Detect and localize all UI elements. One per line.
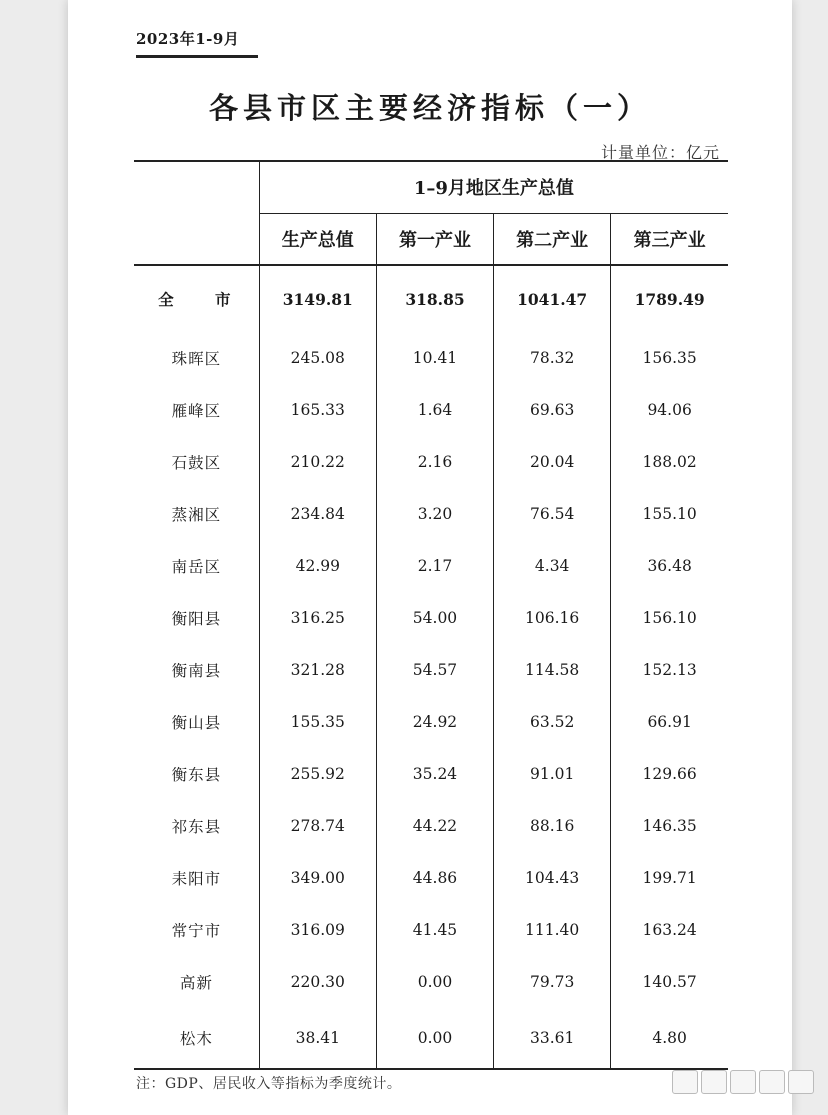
cell-primary: 24.92 <box>376 696 493 748</box>
document-page <box>68 0 792 1115</box>
cell-gdp: 234.84 <box>259 488 376 540</box>
cell-tertiary: 129.66 <box>611 748 728 800</box>
cell-primary: 2.16 <box>376 436 493 488</box>
cell-secondary: 111.40 <box>494 904 611 956</box>
cell-secondary: 20.04 <box>494 436 611 488</box>
cell-tertiary: 156.35 <box>611 332 728 384</box>
cell-secondary: 104.43 <box>494 852 611 904</box>
cell-tertiary: 155.10 <box>611 488 728 540</box>
row-label: 衡南县 <box>171 662 222 680</box>
period-label: 2023年1-9月 <box>136 28 258 58</box>
cell-secondary: 69.63 <box>494 384 611 436</box>
economic-indicators-table <box>134 160 728 1070</box>
row-label: 衡东县 <box>171 766 222 784</box>
row-label: 高新 <box>179 974 213 992</box>
cell-primary: 44.86 <box>376 852 493 904</box>
row-label: 常宁市 <box>171 922 222 940</box>
cell-secondary: 1041.47 <box>494 265 611 332</box>
table-row <box>134 332 728 384</box>
column-header-gdp: 生产总值 <box>259 213 376 265</box>
cell-tertiary: 36.48 <box>611 540 728 592</box>
cell-gdp: 316.09 <box>259 904 376 956</box>
cell-primary: 3.20 <box>376 488 493 540</box>
cell-secondary: 88.16 <box>494 800 611 852</box>
table-row <box>134 852 728 904</box>
cell-secondary: 63.52 <box>494 696 611 748</box>
table-row-total <box>134 265 728 332</box>
cell-tertiary: 146.35 <box>611 800 728 852</box>
page-title: 各县市区主要经济指标（一） <box>208 91 651 125</box>
table-row <box>134 748 728 800</box>
cell-secondary: 78.32 <box>494 332 611 384</box>
cell-gdp: 42.99 <box>259 540 376 592</box>
cell-primary: 54.57 <box>376 644 493 696</box>
cell-primary: 35.24 <box>376 748 493 800</box>
cell-gdp: 316.25 <box>259 592 376 644</box>
table-row <box>134 644 728 696</box>
cell-secondary: 106.16 <box>494 592 611 644</box>
row-label: 耒阳市 <box>171 870 222 888</box>
table-row <box>134 488 728 540</box>
cell-gdp: 210.22 <box>259 436 376 488</box>
cell-gdp: 321.28 <box>259 644 376 696</box>
cell-tertiary: 1789.49 <box>611 265 728 332</box>
cell-primary: 54.00 <box>376 592 493 644</box>
cell-gdp: 38.41 <box>259 1008 376 1069</box>
table-row <box>134 540 728 592</box>
watermark-box-icon <box>730 1070 756 1094</box>
cell-tertiary: 140.57 <box>611 956 728 1008</box>
row-label: 松木 <box>134 1008 259 1069</box>
watermark-box-icon <box>759 1070 785 1094</box>
unit-label: 计量单位：亿元 <box>600 143 720 162</box>
header-corner-cell <box>134 161 259 265</box>
watermark-icon <box>672 1070 814 1094</box>
table-row <box>134 904 728 956</box>
column-header-tertiary: 第三产业 <box>611 213 728 265</box>
cell-tertiary: 163.24 <box>611 904 728 956</box>
cell-gdp: 165.33 <box>259 384 376 436</box>
watermark-box-icon <box>788 1070 814 1094</box>
cell-secondary: 4.34 <box>494 540 611 592</box>
cell-gdp: 278.74 <box>259 800 376 852</box>
cell-primary: 41.45 <box>376 904 493 956</box>
cell-gdp: 220.30 <box>259 956 376 1008</box>
cell-gdp: 155.35 <box>259 696 376 748</box>
table-row <box>134 696 728 748</box>
row-label: 珠晖区 <box>171 350 222 368</box>
cell-primary: 10.41 <box>376 332 493 384</box>
cell-tertiary: 156.10 <box>611 592 728 644</box>
cell-primary: 0.00 <box>376 956 493 1008</box>
cell-tertiary: 94.06 <box>611 384 728 436</box>
cell-gdp: 245.08 <box>259 332 376 384</box>
cell-tertiary: 199.71 <box>611 852 728 904</box>
cell-gdp: 255.92 <box>259 748 376 800</box>
cell-tertiary: 4.80 <box>611 1008 728 1069</box>
group-header: 1–9月地区生产总值 <box>259 161 728 213</box>
cell-tertiary: 66.91 <box>611 696 728 748</box>
row-label: 祁东县 <box>171 818 222 836</box>
table-row <box>134 436 728 488</box>
table-row <box>134 592 728 644</box>
watermark-box-icon <box>701 1070 727 1094</box>
cell-gdp: 3149.81 <box>259 265 376 332</box>
cell-primary: 2.17 <box>376 540 493 592</box>
cell-secondary: 79.73 <box>494 956 611 1008</box>
cell-secondary: 76.54 <box>494 488 611 540</box>
table-row <box>134 384 728 436</box>
cell-gdp: 349.00 <box>259 852 376 904</box>
cell-primary: 0.00 <box>376 1008 493 1069</box>
cell-secondary: 33.61 <box>494 1008 611 1069</box>
row-label: 衡阳县 <box>171 610 222 628</box>
cell-primary: 44.22 <box>376 800 493 852</box>
row-label: 南岳区 <box>171 558 222 576</box>
row-label: 石鼓区 <box>171 454 222 472</box>
row-label: 衡山县 <box>171 714 222 732</box>
cell-primary: 1.64 <box>376 384 493 436</box>
cell-secondary: 91.01 <box>494 748 611 800</box>
table-row <box>134 800 728 852</box>
footnote: 注：GDP、居民收入等指标为季度统计。 <box>136 1076 402 1092</box>
column-header-primary: 第一产业 <box>376 213 493 265</box>
table-row <box>134 1008 728 1069</box>
cell-primary: 318.85 <box>376 265 493 332</box>
row-label: 全 市 <box>158 291 249 309</box>
row-label: 蒸湘区 <box>171 506 222 524</box>
cell-tertiary: 188.02 <box>611 436 728 488</box>
row-label: 雁峰区 <box>171 402 222 420</box>
cell-secondary: 114.58 <box>494 644 611 696</box>
table-row <box>134 956 728 1008</box>
column-header-secondary: 第二产业 <box>494 213 611 265</box>
watermark-box-icon <box>672 1070 698 1094</box>
cell-tertiary: 152.13 <box>611 644 728 696</box>
